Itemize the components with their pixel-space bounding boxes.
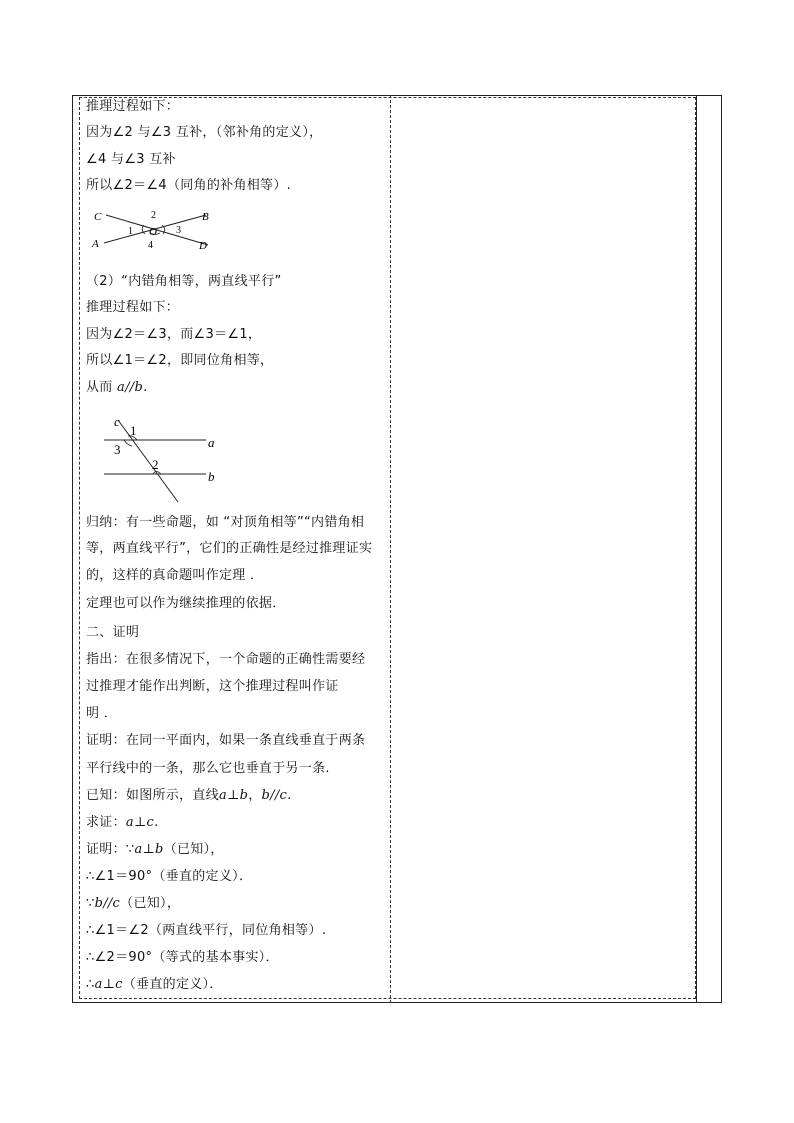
text-span: 已知：如图所示，直线 xyxy=(86,788,220,803)
text-line xyxy=(86,976,223,994)
math-var: a⊥b xyxy=(134,842,164,857)
text-line: ∴∠1＝∠2（两直线平行，同位角相等）. xyxy=(86,923,327,938)
math-var: a⊥c xyxy=(94,977,123,992)
text-line: 的，这样的真命题叫作定理 ． xyxy=(86,568,264,583)
text-span: ∵ xyxy=(86,896,95,911)
text-line: 等，两直线平行”，它们的正确性是经过推理证实 xyxy=(86,541,373,556)
text-line xyxy=(86,379,148,397)
text-line: ∴∠1＝90°（垂直的定义）． xyxy=(86,869,253,884)
text-line xyxy=(86,895,180,913)
section-heading: 二、证明 xyxy=(86,625,140,640)
text-span: . xyxy=(287,788,292,803)
label-a: A xyxy=(92,238,100,250)
text-line: 指出：在很多情况下，一个命题的正确性需要经 xyxy=(86,652,366,667)
text-line: 过推理才能作出判断，这个推理过程叫作证 xyxy=(86,679,339,694)
text-line: 平行线中的一条，那么它也垂直于另一条. xyxy=(86,761,330,776)
text-line: 推理过程如下： xyxy=(86,99,180,114)
angle-number-3: 3 xyxy=(114,442,121,457)
angle-number-3: 3 xyxy=(176,225,182,236)
text-span: 证明：∵ xyxy=(86,842,135,857)
column-divider-dashed xyxy=(390,95,391,1003)
text-line: （2）“内错角相等，两直线平行” xyxy=(86,274,282,289)
text-span: ∴ xyxy=(86,977,95,992)
vertical-angles-diagram xyxy=(90,209,220,255)
label-c: C xyxy=(94,211,102,223)
text-span: ， xyxy=(248,788,262,803)
text-span: （已知）， xyxy=(163,842,224,857)
text-line: 明 ． xyxy=(86,706,118,721)
text-line xyxy=(86,841,224,859)
text-line xyxy=(86,787,292,805)
text-line: ∴∠2＝90°（等式的基本事实）． xyxy=(86,950,279,965)
angle-number-1: 1 xyxy=(130,423,137,438)
text-span: 求证： xyxy=(86,815,126,830)
text-line: 因为∠2＝∠3，而∠3＝∠1， xyxy=(86,327,262,342)
text-line: 所以∠2＝∠4（同角的补角相等）. xyxy=(86,178,292,193)
label-c: c xyxy=(114,414,121,429)
line-c xyxy=(118,420,178,502)
math-var: a⊥c xyxy=(125,815,155,830)
text-line: 因为∠2 与∠3 互补，（邻补角的定义）， xyxy=(86,125,323,140)
text-line xyxy=(86,814,159,832)
angle-number-2: 2 xyxy=(151,210,157,221)
label-b: b xyxy=(208,469,215,484)
math-var: a//b xyxy=(117,380,144,395)
parallel-lines-diagram xyxy=(100,414,240,508)
text-span: . xyxy=(143,380,148,395)
text-line: 所以∠1＝∠2，即同位角相等， xyxy=(86,353,274,368)
text-line: ∠4 与∠3 互补 xyxy=(86,152,176,167)
text-span: （已知）， xyxy=(120,896,181,911)
text-span: . xyxy=(154,815,159,830)
label-o: O xyxy=(149,226,158,238)
text-line: 推理过程如下： xyxy=(86,300,180,315)
text-line: 证明：在同一平面内，如果一条直线垂直于两条 xyxy=(86,733,366,748)
label-b: B xyxy=(202,211,210,223)
angle-number-1: 1 xyxy=(128,226,134,237)
angle-number-4: 4 xyxy=(148,240,154,251)
label-d: D xyxy=(199,240,208,252)
angle-arc-3 xyxy=(124,440,132,446)
text-span: （垂直的定义）． xyxy=(122,977,223,992)
angle-number-2: 2 xyxy=(152,457,159,472)
text-span: 从而 xyxy=(86,380,118,395)
text-line: 归纳：有一些命题，如 “对顶角相等”“内错角相 xyxy=(86,515,365,530)
math-var: a⊥b xyxy=(219,788,249,803)
math-var: b//c xyxy=(94,896,121,911)
label-a: a xyxy=(208,435,215,450)
text-line: 定理也可以作为继续推理的依据． xyxy=(86,596,286,611)
math-var: b//c xyxy=(261,788,288,803)
column-divider-solid xyxy=(696,95,697,1003)
